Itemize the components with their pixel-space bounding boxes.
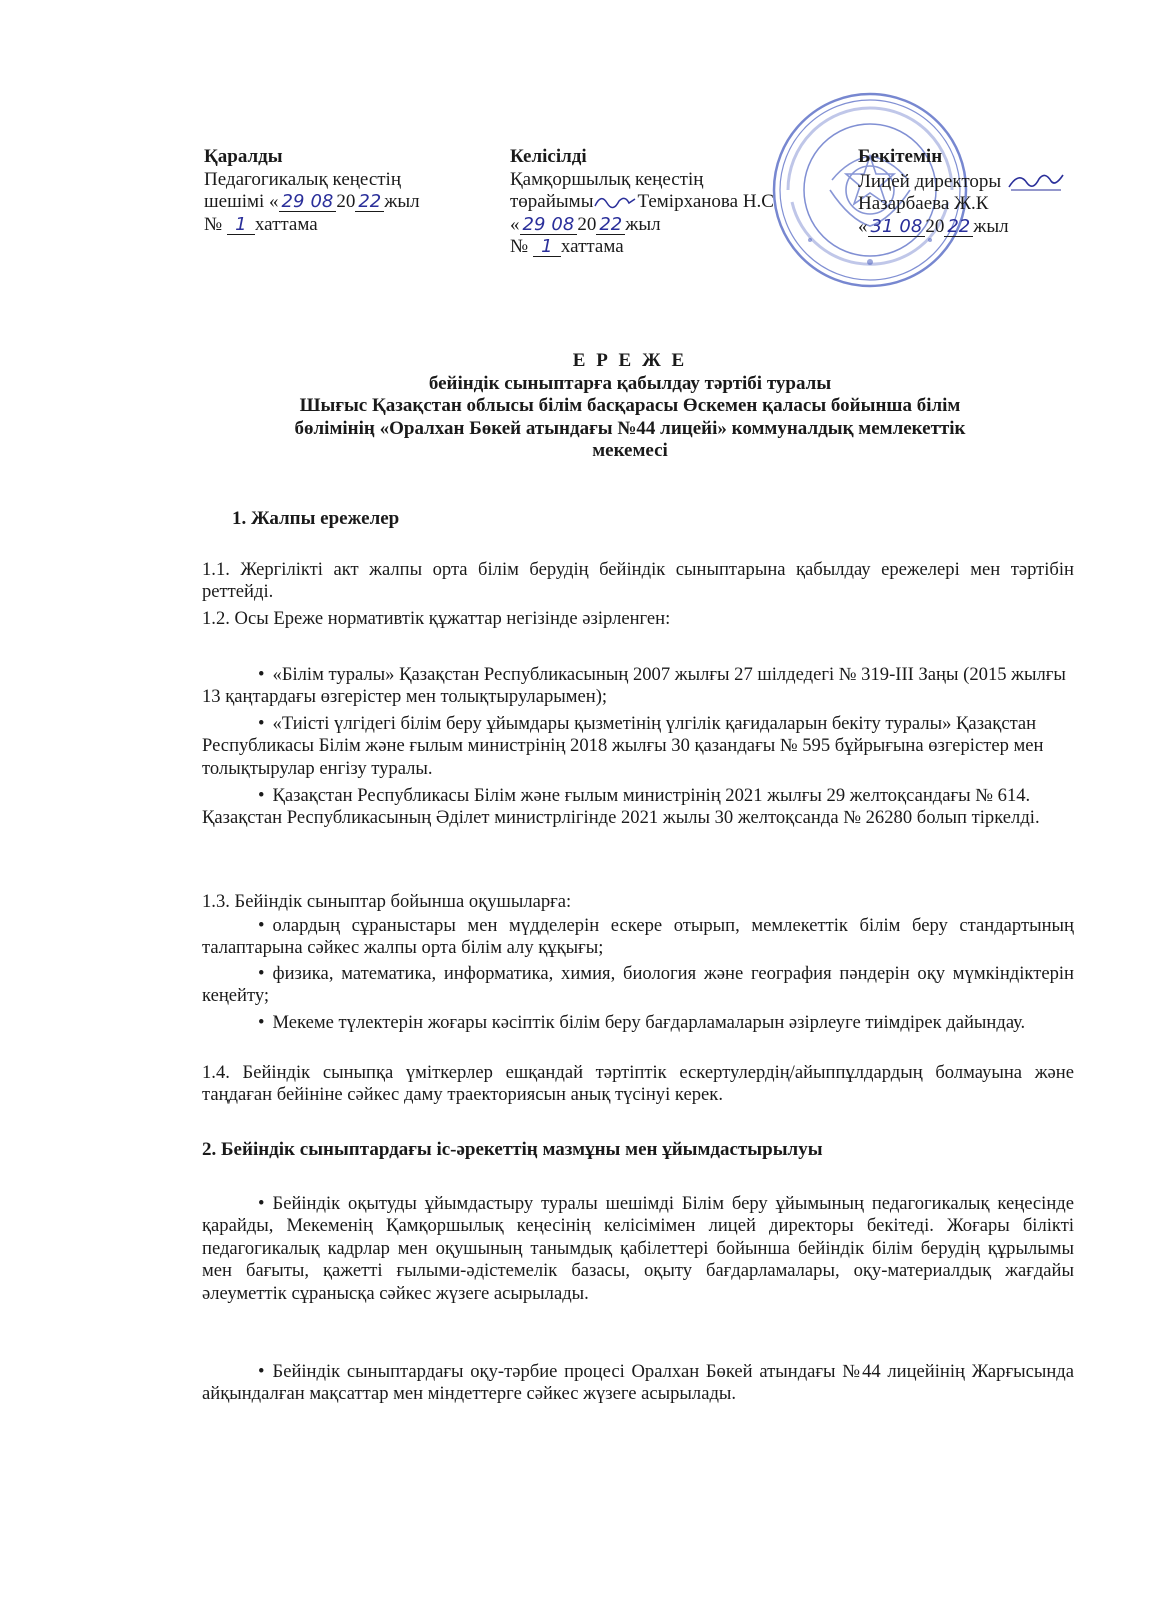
considered-year-prefix: 20 bbox=[336, 191, 356, 212]
approved-line1 bbox=[858, 169, 1065, 194]
considered-line1: Педагогикалық кеңестің bbox=[204, 168, 402, 190]
agreed-chair-label: төрайымы bbox=[510, 191, 594, 212]
director-signature-icon bbox=[1005, 169, 1065, 193]
approved-year-prefix: 20 bbox=[925, 215, 945, 237]
agreed-date-month: 08 bbox=[548, 216, 577, 235]
paragraph-1-3: 1.3. Бейіндік сыныптар бойынша оқушыларға: bbox=[202, 891, 572, 912]
title-main: Е Р Е Ж Е bbox=[572, 350, 688, 371]
approved-year-word: жыл bbox=[973, 215, 1009, 237]
considered-date-month: 08 bbox=[307, 193, 336, 212]
student-right-1 bbox=[202, 915, 1074, 960]
considered-year-suffix: 22 bbox=[355, 193, 384, 212]
considered-protocol-number: 1 bbox=[227, 216, 255, 235]
student-right-3-text: Мекеме түлектерін жоғары кәсіптік білім беру бағдарламаларын әзірлеуге тиімдірек дайындау. bbox=[272, 1012, 1026, 1033]
agreed-year-prefix: 20 bbox=[577, 213, 597, 235]
legal-doc-2 bbox=[202, 713, 1074, 780]
bullet-icon: • bbox=[258, 915, 265, 936]
approval-approved bbox=[858, 146, 1065, 238]
title-line1: бейіндік сыныптарға қабылдау тәртібі туралы bbox=[428, 372, 832, 394]
student-right-2 bbox=[202, 963, 1074, 1008]
student-right-2-text: физика, математика, информатика, химия, биология және география пәндерін оқу мүмкіндіктерін кеңейту; bbox=[202, 963, 1074, 1007]
legal-doc-2-text: «Тиісті үлгідегі білім беру ұйымдары қызметінің үлгілік қағидаларын бекіту туралы» Қазақстан Республикасы Білім және ғылым министрінің 2018 жылғы 30 қазандағы № 595 бұйрығына өзгерістер мен толықтырулар енгізу туралы. bbox=[202, 713, 1044, 779]
approved-heading: Бекітемін bbox=[858, 146, 943, 167]
agreed-signature-icon bbox=[593, 191, 637, 211]
considered-protocol-line bbox=[204, 214, 420, 237]
considered-year-word: жыл bbox=[384, 191, 420, 212]
bullet-icon: • bbox=[258, 1361, 265, 1382]
approved-year-suffix: 22 bbox=[944, 218, 973, 237]
agreed-protocol-prefix: № bbox=[510, 236, 529, 257]
section2-item-2-text: Бейіндік сыныптардағы оқу-тәрбие процесі Оралхан Бөкей атындағы №44 лицейінің Жарғысында айқындалған мақсаттар мен міндеттерге сәйкес жүзеге асырылады. bbox=[202, 1361, 1074, 1405]
considered-date-prefix: шешімі « bbox=[204, 191, 279, 212]
considered-date-day: 29 bbox=[279, 193, 308, 212]
considered-date-line bbox=[204, 191, 420, 214]
agreed-line2 bbox=[510, 191, 774, 214]
approval-agreed bbox=[510, 146, 774, 259]
agreed-date-line bbox=[510, 214, 774, 237]
student-right-1-text: олардың сұраныстары мен мүдделерін ескере отырып, мемлекеттік білім беру стандартының талаптарына сәйкес жалпы орта білім алу құқығы; bbox=[202, 915, 1074, 959]
approved-date-line bbox=[858, 216, 1065, 239]
title-line2: Шығыс Қазақстан облысы білім басқарасы Өскемен қаласы бойынша білім bbox=[299, 395, 961, 416]
bullet-icon: • bbox=[258, 785, 265, 806]
legal-doc-3 bbox=[202, 785, 1074, 830]
agreed-year-suffix: 22 bbox=[596, 216, 625, 235]
agreed-chair-name: Темірханова Н.С bbox=[637, 191, 774, 212]
title-line3: бөлімінің «Оралхан Бөкей атындағы №44 лицейі» коммуналдық мемлекеттік bbox=[294, 417, 966, 439]
agreed-protocol-line bbox=[510, 236, 774, 259]
agreed-date-open: « bbox=[510, 213, 520, 235]
approved-position: Лицей директоры bbox=[858, 170, 1002, 192]
legal-doc-1 bbox=[202, 664, 1074, 709]
approved-date-day: 31 bbox=[868, 218, 897, 237]
section2-item-1-text: Бейіндік оқытуды ұйымдастыру туралы шешімді Білім беру ұйымының педагогикалық кеңесінде қарайды, Мекеменің Қамқоршылық кеңесінің келісімімен лицей директоры бекітеді. Жоғары білікті педагогикалық кадрлар мен оқушының танымдық қабілеттері бойынша бейіндік білім берудің құрылымы мен бағыты, қажетті ғылыми-әдістемелік базасы, оқыту бағдарламалары, оқу-материалдық жағдайы әлеуметтік сұранысқа сәйкес жүзеге асырылады. bbox=[202, 1193, 1074, 1304]
bullet-icon: • bbox=[258, 1193, 265, 1214]
bullet-icon: • bbox=[258, 664, 265, 685]
paragraph-1-4: 1.4. Бейіндік сыныпқа үміткерлер ешқандай тәртіптік ескертулердің/айыппұлдардың болмауына және таңдаған бейініне сәйкес даму траекториясын анық түсінуі керек. bbox=[202, 1062, 1074, 1106]
student-right-3 bbox=[202, 1012, 1074, 1034]
paragraph-1-2: 1.2. Осы Ереже нормативтік құжаттар негізінде әзірленген: bbox=[202, 608, 671, 629]
bullet-icon: • bbox=[258, 713, 265, 734]
approved-line2: Назарбаева Ж.К bbox=[858, 193, 989, 214]
considered-heading: Қаралды bbox=[204, 146, 283, 167]
considered-protocol-prefix: № bbox=[204, 213, 223, 235]
section2-item-1 bbox=[202, 1193, 1074, 1305]
section2-item-2 bbox=[202, 1361, 1074, 1406]
section1-heading: 1. Жалпы ережелер bbox=[232, 508, 400, 529]
approved-date-open: « bbox=[858, 215, 868, 237]
bullet-icon: • bbox=[258, 1012, 265, 1033]
document-title bbox=[190, 350, 1070, 463]
approved-date-month: 08 bbox=[896, 218, 925, 237]
considered-protocol-word: хаттама bbox=[254, 213, 318, 235]
agreed-date-day: 29 bbox=[520, 216, 549, 235]
agreed-protocol-word: хаттама bbox=[560, 236, 624, 257]
legal-doc-3-text: Қазақстан Республикасы Білім және ғылым министрінің 2021 жылғы 29 желтоқсандағы № 614. Қазақстан Республикасының Әділет министрлігінде 2021 жылы 30 желтоқсанда № 26280 болып тіркелді. bbox=[202, 785, 1040, 829]
section2-heading: 2. Бейіндік сыныптардағы іс-әрекеттің мазмұны мен ұйымдастырылуы bbox=[202, 1139, 823, 1160]
paragraph-1-1: 1.1. Жергілікті акт жалпы орта білім берудің бейіндік сыныптарына қабылдау ережелері мен тәртібін реттейді. bbox=[202, 559, 1074, 603]
title-line4: мекемесі bbox=[592, 440, 668, 461]
agreed-line1: Қамқоршылық кеңестің bbox=[510, 168, 704, 190]
legal-doc-1-text: «Білім туралы» Қазақстан Республикасының 2007 жылғы 27 шілдедегі № 319-III Заңы (2015 жылғы 13 қаңтардағы өзгерістер мен толықтыруларымен); bbox=[202, 664, 1066, 708]
agreed-protocol-number: 1 bbox=[533, 238, 561, 257]
agreed-heading: Келісілді bbox=[510, 146, 587, 167]
bullet-icon: • bbox=[258, 963, 265, 984]
agreed-year-word: жыл bbox=[625, 213, 661, 235]
approval-considered bbox=[204, 146, 420, 236]
